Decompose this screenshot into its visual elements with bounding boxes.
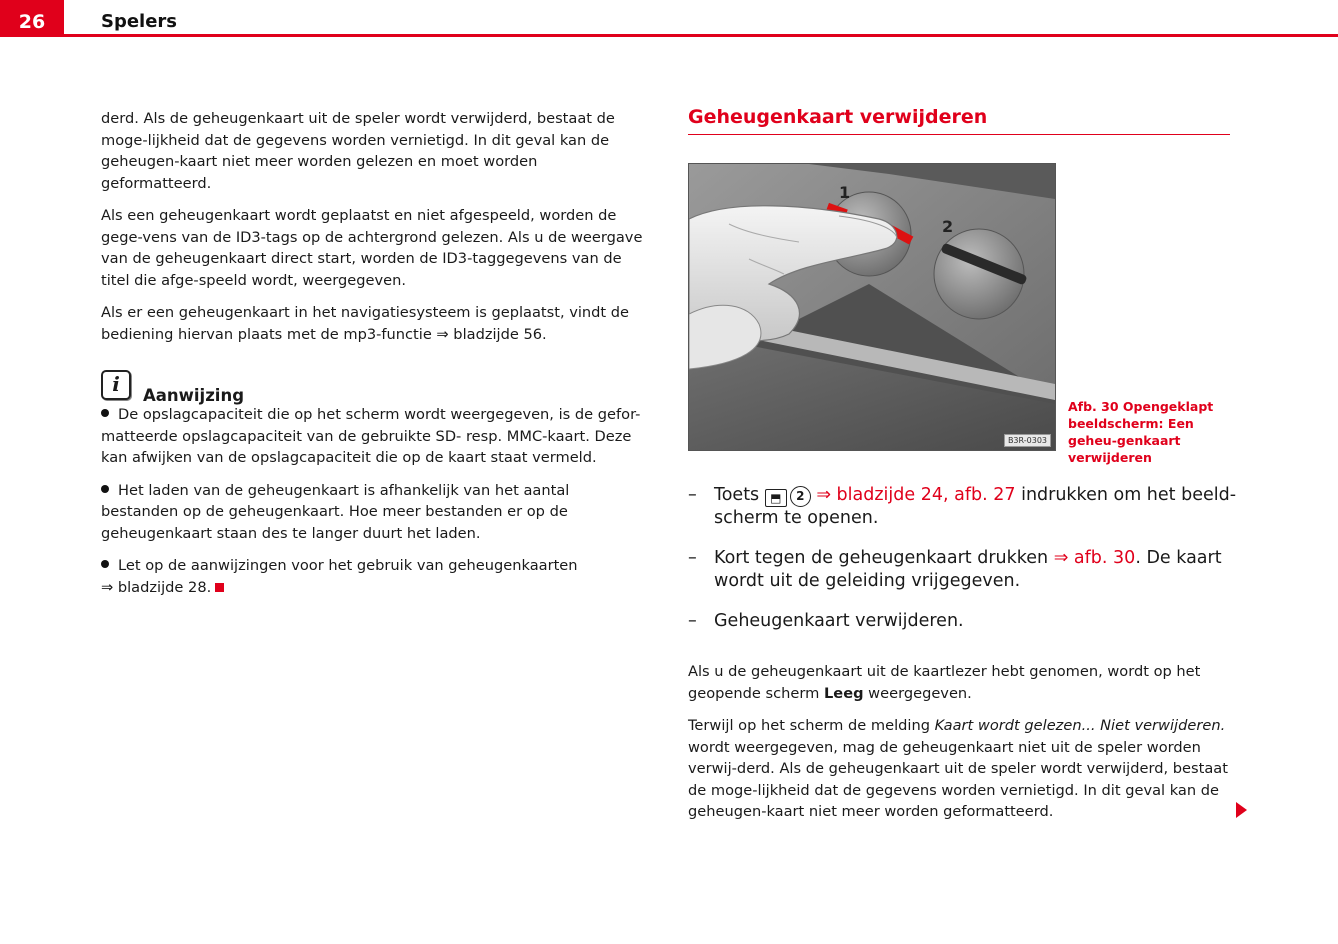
bottom-text <box>688 661 1233 834</box>
note-bullet: Let op de aanwijzingen voor het gebruik van geheugenkaarten ⇒ bladzijde 28. <box>101 557 578 596</box>
italic-message: Kaart wordt gelezen... Niet verwijderen. <box>934 717 1226 734</box>
bullet-dot-icon <box>101 485 109 493</box>
figure-reference-link[interactable]: ⇒ afb. 30 <box>1053 548 1136 568</box>
page-reference-link[interactable]: ⇒ bladzijde 24, afb. 27 <box>816 485 1016 505</box>
figure-caption: Afb. 30 Opengeklapt beeldscherm: Een geheu-genkaart verwijderen <box>1068 399 1214 465</box>
circled-number: 2 <box>790 486 811 507</box>
page-reference-link[interactable]: ⇒ bladzijde 28. <box>101 578 212 596</box>
left-column <box>101 108 646 609</box>
bullet-dot-icon <box>101 560 109 568</box>
bold-term: Leeg <box>824 684 864 702</box>
paragraph: Als er een geheugenkaart in het navigatiesysteem is geplaatst, vindt de bediening hiervan plaats met de mp3-functie ⇒ bladzijde 56. <box>101 304 630 343</box>
note-bullet: De opslagcapaciteit die op het scherm wordt weergegeven, is de gefor-matteerde opslagcapaciteit van de gebruikte SD- resp. MMC-kaart. Deze kan afwijken van de opslagcapaciteit die op de kaart staat vermeld. <box>101 406 641 466</box>
screen-fold-key-icon: ⬒ <box>765 489 787 507</box>
paragraph: Als een geheugenkaart wordt geplaatst en niet afgespeeld, worden de gege-vens van de ID3-tags op de achtergrond gelezen. Als u de weergave van de geheugenkaart direct start, worden de ID3-taggegevens van de titel die afge-speeld wordt, weergegeven. <box>101 207 643 289</box>
page-number: 26 <box>0 0 64 37</box>
header-rule <box>0 34 1338 37</box>
step-dash: – <box>688 548 697 568</box>
step-item: – Toets ⬒ 2 ⇒ bladzijde 24, afb. 27 indrukken om het beeld-scherm te openen. <box>688 485 1237 528</box>
step-dash: – <box>688 611 697 631</box>
paragraph: Als u de geheugenkaart uit de kaartlezer hebt genomen, wordt op het geopende scherm Leeg weergegeven. <box>688 663 1201 702</box>
figure-label-2: 2 <box>942 217 954 236</box>
paragraph: Terwijl op het scherm de melding Kaart wordt gelezen... Niet verwijderen. wordt weergegeven, mag de geheugenkaart niet uit de speler worden verwij-derd. Als de geheugenkaart uit de speler wordt verwijderd, bestaat de moge-lijkheid dat de gegevens worden vernietigd. In dit geval kan de geheugen-kaart niet meer worden geformatteerd. <box>688 717 1228 820</box>
figure-illustration <box>689 164 1055 450</box>
instruction-steps <box>688 484 1238 650</box>
info-icon: i <box>101 370 131 400</box>
section-heading: Geheugenkaart verwijderen <box>688 106 988 128</box>
note-title: Aanwijzing <box>143 386 245 405</box>
step-dash: – <box>688 485 697 505</box>
section-rule <box>688 134 1230 135</box>
figure-label-1: 1 <box>839 183 851 202</box>
step-item: – Geheugenkaart verwijderen. <box>688 611 964 631</box>
figure-image <box>688 163 1056 451</box>
note-header <box>101 370 646 405</box>
bullet-dot-icon <box>101 409 109 417</box>
figure-code: B3R-0303 <box>1004 434 1051 447</box>
page-title: Spelers <box>101 11 178 32</box>
note-bullet: Het laden van de geheugenkaart is afhankelijk van het aantal bestanden op de geheugenkaart. Hoe meer bestanden er op de geheugenkaart staan des te langer duurt het laden. <box>101 481 570 542</box>
step-item: – Kort tegen de geheugenkaart drukken ⇒ afb. 30. De kaart wordt uit de geleiding vrijgegeven. <box>688 548 1222 591</box>
continue-arrow-icon <box>1236 802 1247 818</box>
paragraph: derd. Als de geheugenkaart uit de speler wordt verwijderd, bestaat de moge-lijkheid dat de gegevens worden vernietigd. In dit geval kan de geheugen-kaart niet meer worden gelezen en moet worden geformatteerd. <box>101 110 615 192</box>
section-end-icon <box>215 583 224 592</box>
